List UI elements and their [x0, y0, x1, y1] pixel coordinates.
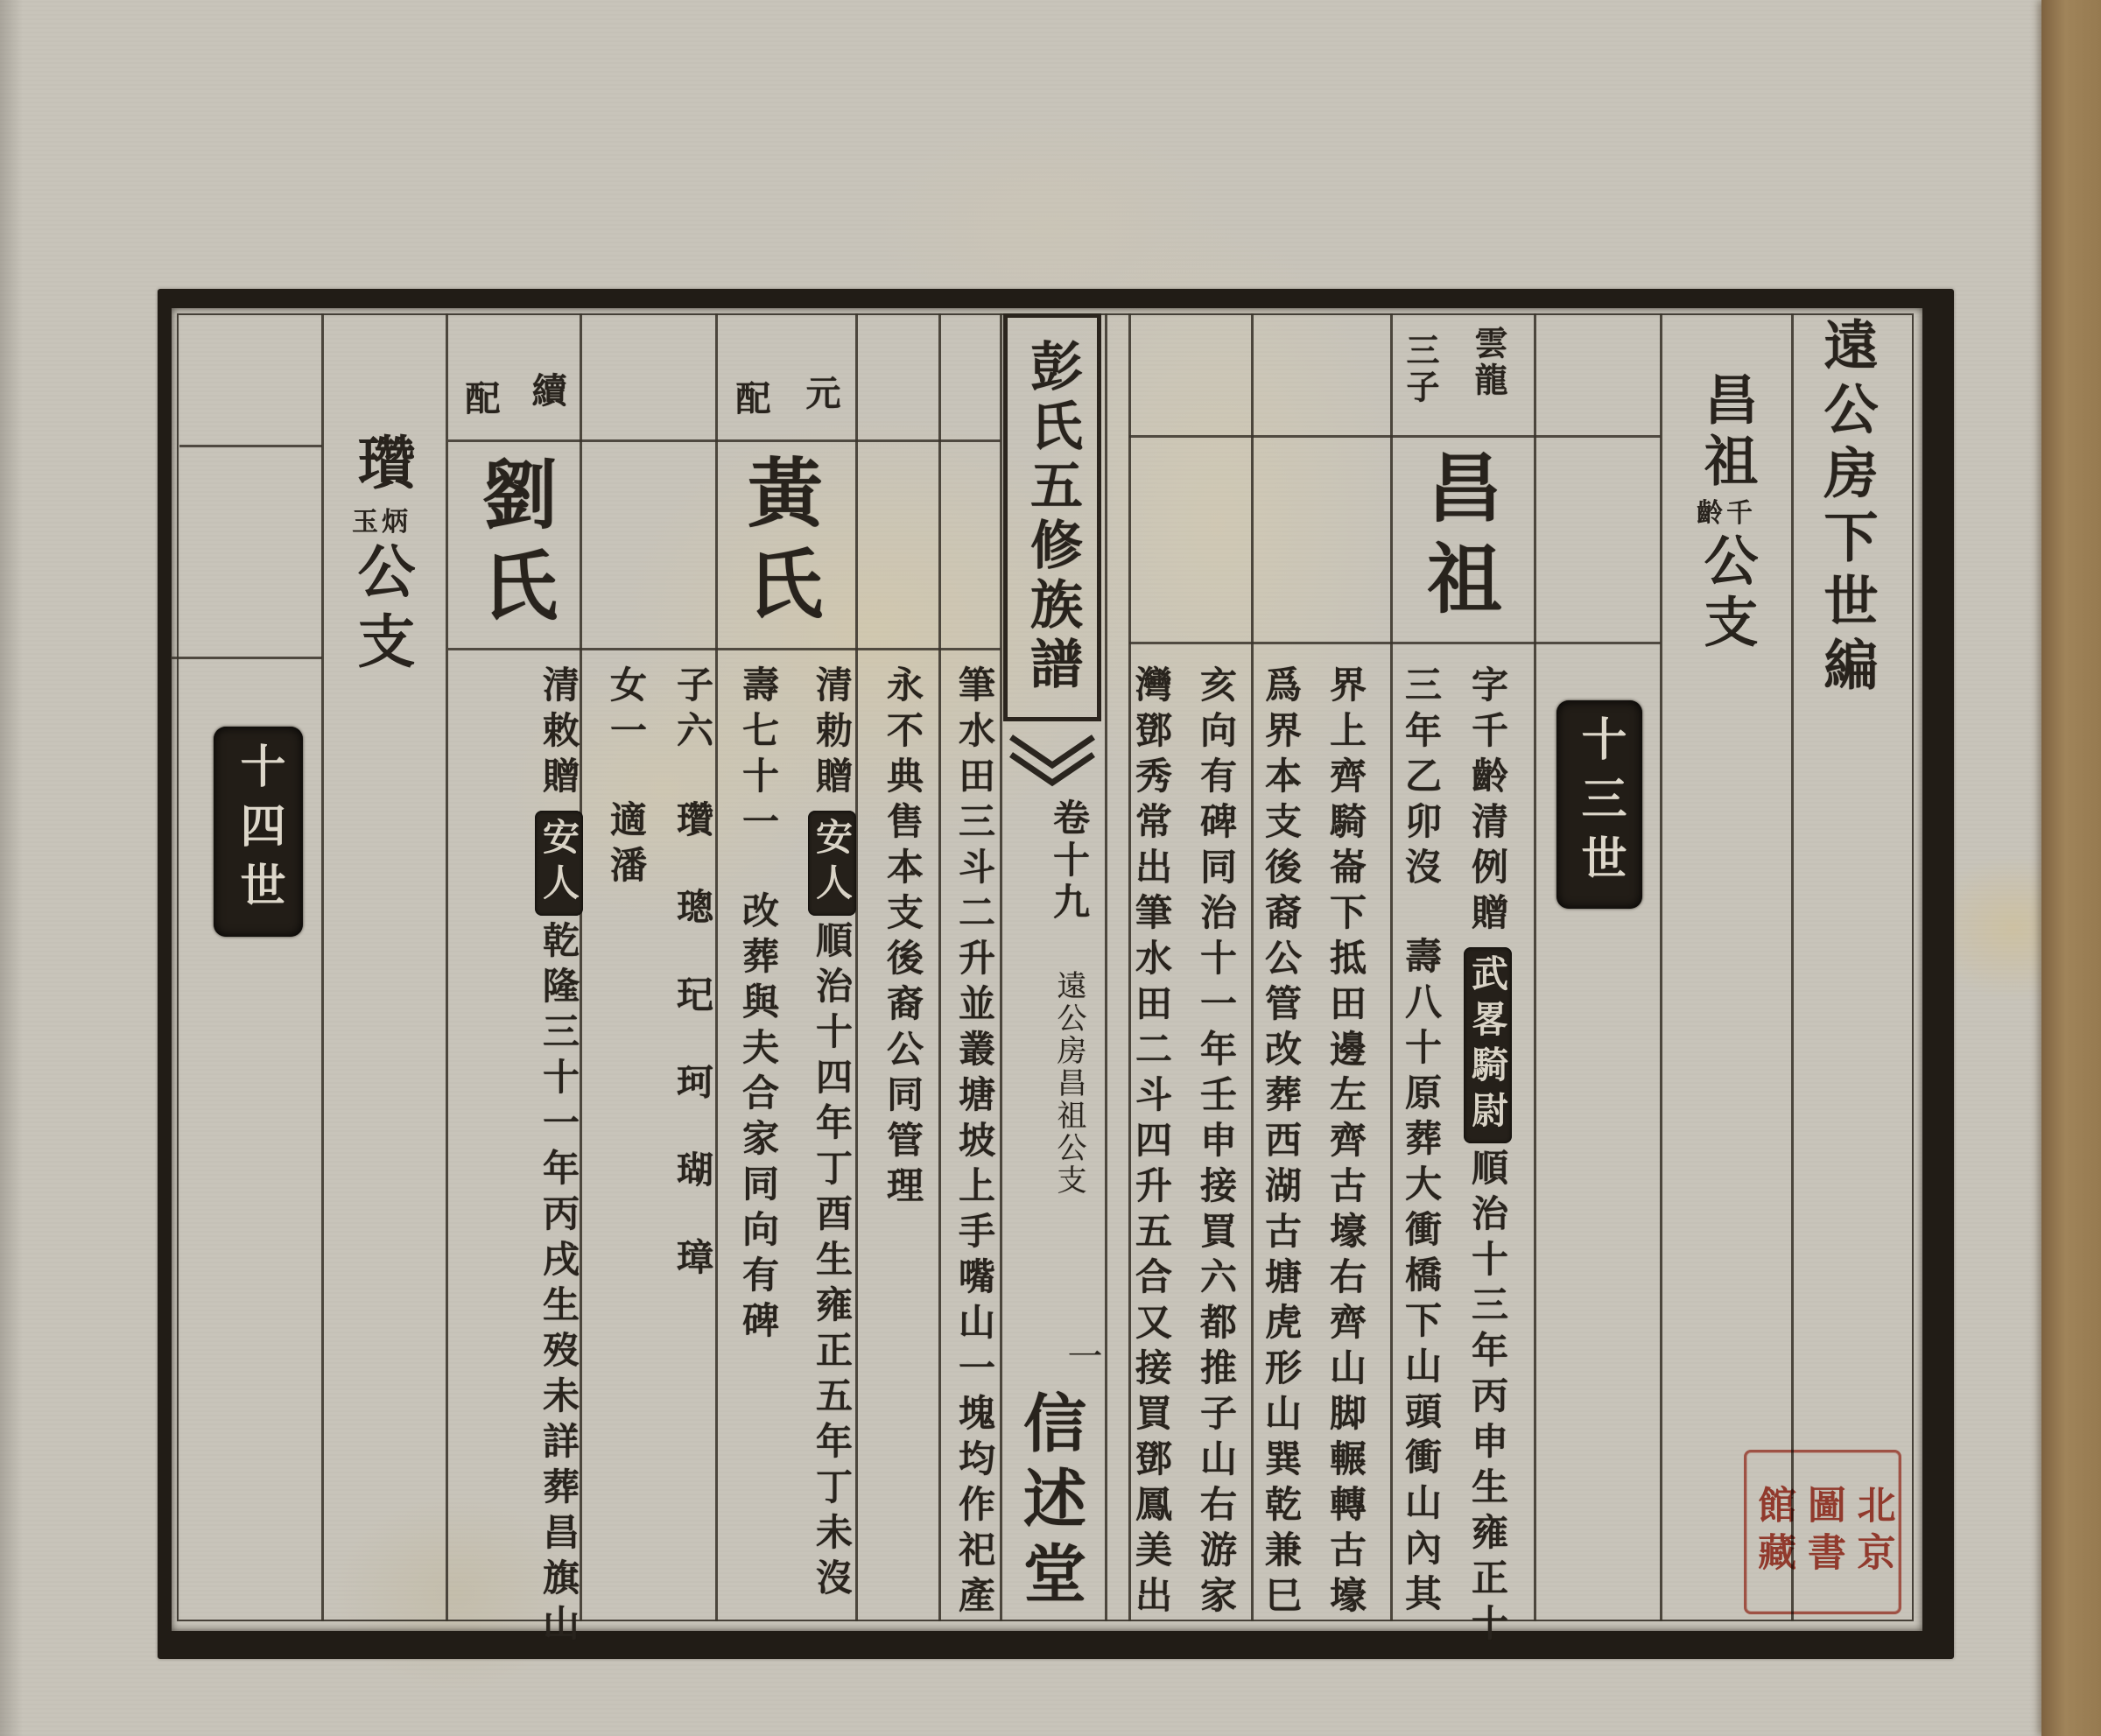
entry-text-segment: 筆水田三斗二升並叢塘坡上手嘴山一塊均作祀產 — [953, 665, 996, 1621]
entry-text-column — [1254, 665, 1303, 1621]
second-wife-label-right: 續 — [526, 372, 567, 411]
entry-text-column — [1189, 665, 1238, 1621]
branch-left-courtesy-name: 玉炳 — [352, 507, 411, 538]
fishtail-mark — [1007, 732, 1098, 791]
lineage-note-son-rank: 三子 — [1401, 333, 1440, 406]
book-title: 彭氏五修族譜 — [1022, 339, 1083, 696]
honorific-tag: 安人 — [808, 811, 856, 916]
entry-text-segment: 壽七十一 — [737, 665, 780, 847]
entry-text-segment: 壽八十原葬大衝橋下山頭衝山內其 — [1400, 937, 1443, 1620]
library-seal-text: 北京 圖書 館藏 — [1751, 1485, 1895, 1579]
row-divider-line — [1129, 642, 1661, 644]
column-divider-line — [1534, 313, 1536, 1621]
entry-text-segment: 界上齊騎崙下抵田邊左齊古壕右齊山脚輾轉古壕 — [1325, 665, 1367, 1621]
branch-right-suffix: 公支 — [1695, 532, 1759, 655]
second-wife-label-left: 配 — [460, 380, 501, 418]
row-divider-line — [179, 445, 322, 447]
entry-text-column — [1124, 665, 1173, 1621]
column-divider-line — [1660, 313, 1662, 1621]
first-wife-label-left: 配 — [730, 380, 771, 418]
entry-text-segment: 灣鄧秀常出筆水田二斗四升五合又接買鄧鳳美出 — [1130, 665, 1173, 1621]
generation-13-box — [1556, 700, 1642, 909]
entry-text-column — [731, 665, 780, 1346]
branch-header-right — [1695, 371, 1759, 655]
entry-text-segment: 清勅贈 — [811, 665, 854, 802]
branch-right-name: 昌祖 — [1695, 371, 1759, 494]
entry-text-segment: 清敕贈 — [538, 665, 580, 802]
entry-text-segment: 乾隆三十一年丙戌生歿未詳葬昌旗山 — [538, 921, 580, 1649]
generation-14-box — [214, 727, 303, 937]
entry-text-segment: 亥向有碑同治十一年壬申接買六都推子山右游家 — [1195, 665, 1238, 1621]
entry-text-segment: 爲界本支後裔公管改葬西湖古塘虎形山巽乾兼巳 — [1260, 665, 1303, 1621]
entry-text-column — [805, 665, 854, 1604]
entry-text-segment: 女一 — [605, 665, 648, 756]
volume-label: 卷十九 — [1048, 798, 1091, 924]
column-divider-line — [715, 313, 718, 1621]
branch-header-left — [348, 432, 416, 681]
entry-text-column — [947, 665, 996, 1621]
subject-name: 昌祖 — [1414, 448, 1502, 630]
column-divider-line — [321, 313, 324, 1621]
edition-title: 遠公房下世編 — [1815, 317, 1879, 700]
row-divider-line — [1129, 435, 1661, 438]
spine-title-box — [1003, 313, 1101, 721]
column-divider-line — [1390, 313, 1393, 1621]
section-label: 遠公房昌祖公支 — [1051, 970, 1086, 1197]
second-wife-name: 劉氏 — [469, 455, 558, 637]
entry-text-segment: 順治十四年丁酉生雍正五年丁未沒 — [811, 921, 854, 1604]
entry-text-segment: 永不典售本支後裔公同管理 — [882, 665, 924, 1212]
first-wife-label-right: 元 — [800, 375, 841, 413]
entry-text-segment: 三年乙卯沒 — [1400, 665, 1443, 893]
entry-text-column — [531, 665, 580, 1649]
entry-text-segment: 改葬與夫合家同向有碑 — [737, 891, 780, 1346]
column-divider-line — [855, 313, 858, 1621]
book-cover-strip — [2041, 0, 2101, 1736]
row-divider-line — [448, 439, 1001, 442]
column-divider-line — [446, 313, 448, 1621]
entry-text-column — [665, 665, 714, 1325]
column-divider-line — [1791, 313, 1794, 1621]
generation-13-label: 十三世 — [1573, 715, 1627, 894]
row-divider-line — [448, 648, 1001, 650]
entry-text-column — [599, 665, 648, 891]
entry-text-segment: 適潘 — [605, 800, 648, 891]
honorific-tag: 安人 — [535, 811, 583, 916]
entry-text-segment: 字千齡清例贈 — [1466, 665, 1509, 938]
entry-text-column — [1394, 665, 1443, 1620]
honorific-tag: 武畧騎尉 — [1464, 947, 1512, 1143]
column-divider-line — [938, 313, 941, 1621]
entry-text-segment: 順治十三年丙申生雍正十 — [1466, 1149, 1509, 1649]
entry-text-column — [875, 665, 924, 1212]
entry-text-column — [1460, 665, 1509, 1649]
hall-name: 信述堂 — [1013, 1390, 1087, 1616]
lineage-note-father: 雲龍 — [1469, 326, 1508, 399]
row-divider-line — [171, 657, 322, 659]
entry-text-segment: 子六 — [671, 665, 714, 756]
column-divider-line — [1105, 313, 1107, 1621]
page-number: 一 — [1062, 1338, 1102, 1373]
entry-text-segment: 瓚璁玘珂瑚璋 — [671, 800, 714, 1325]
entry-text-column — [1318, 665, 1367, 1621]
column-divider-line — [1000, 313, 1002, 1621]
branch-left-name: 瓚 — [348, 432, 416, 503]
library-seal — [1744, 1450, 1901, 1614]
first-wife-name: 黃氏 — [734, 453, 823, 636]
generation-14-label: 十四世 — [232, 742, 285, 921]
branch-left-suffix: 公支 — [348, 541, 416, 681]
branch-right-courtesy-name: 齡千 — [1697, 498, 1756, 529]
